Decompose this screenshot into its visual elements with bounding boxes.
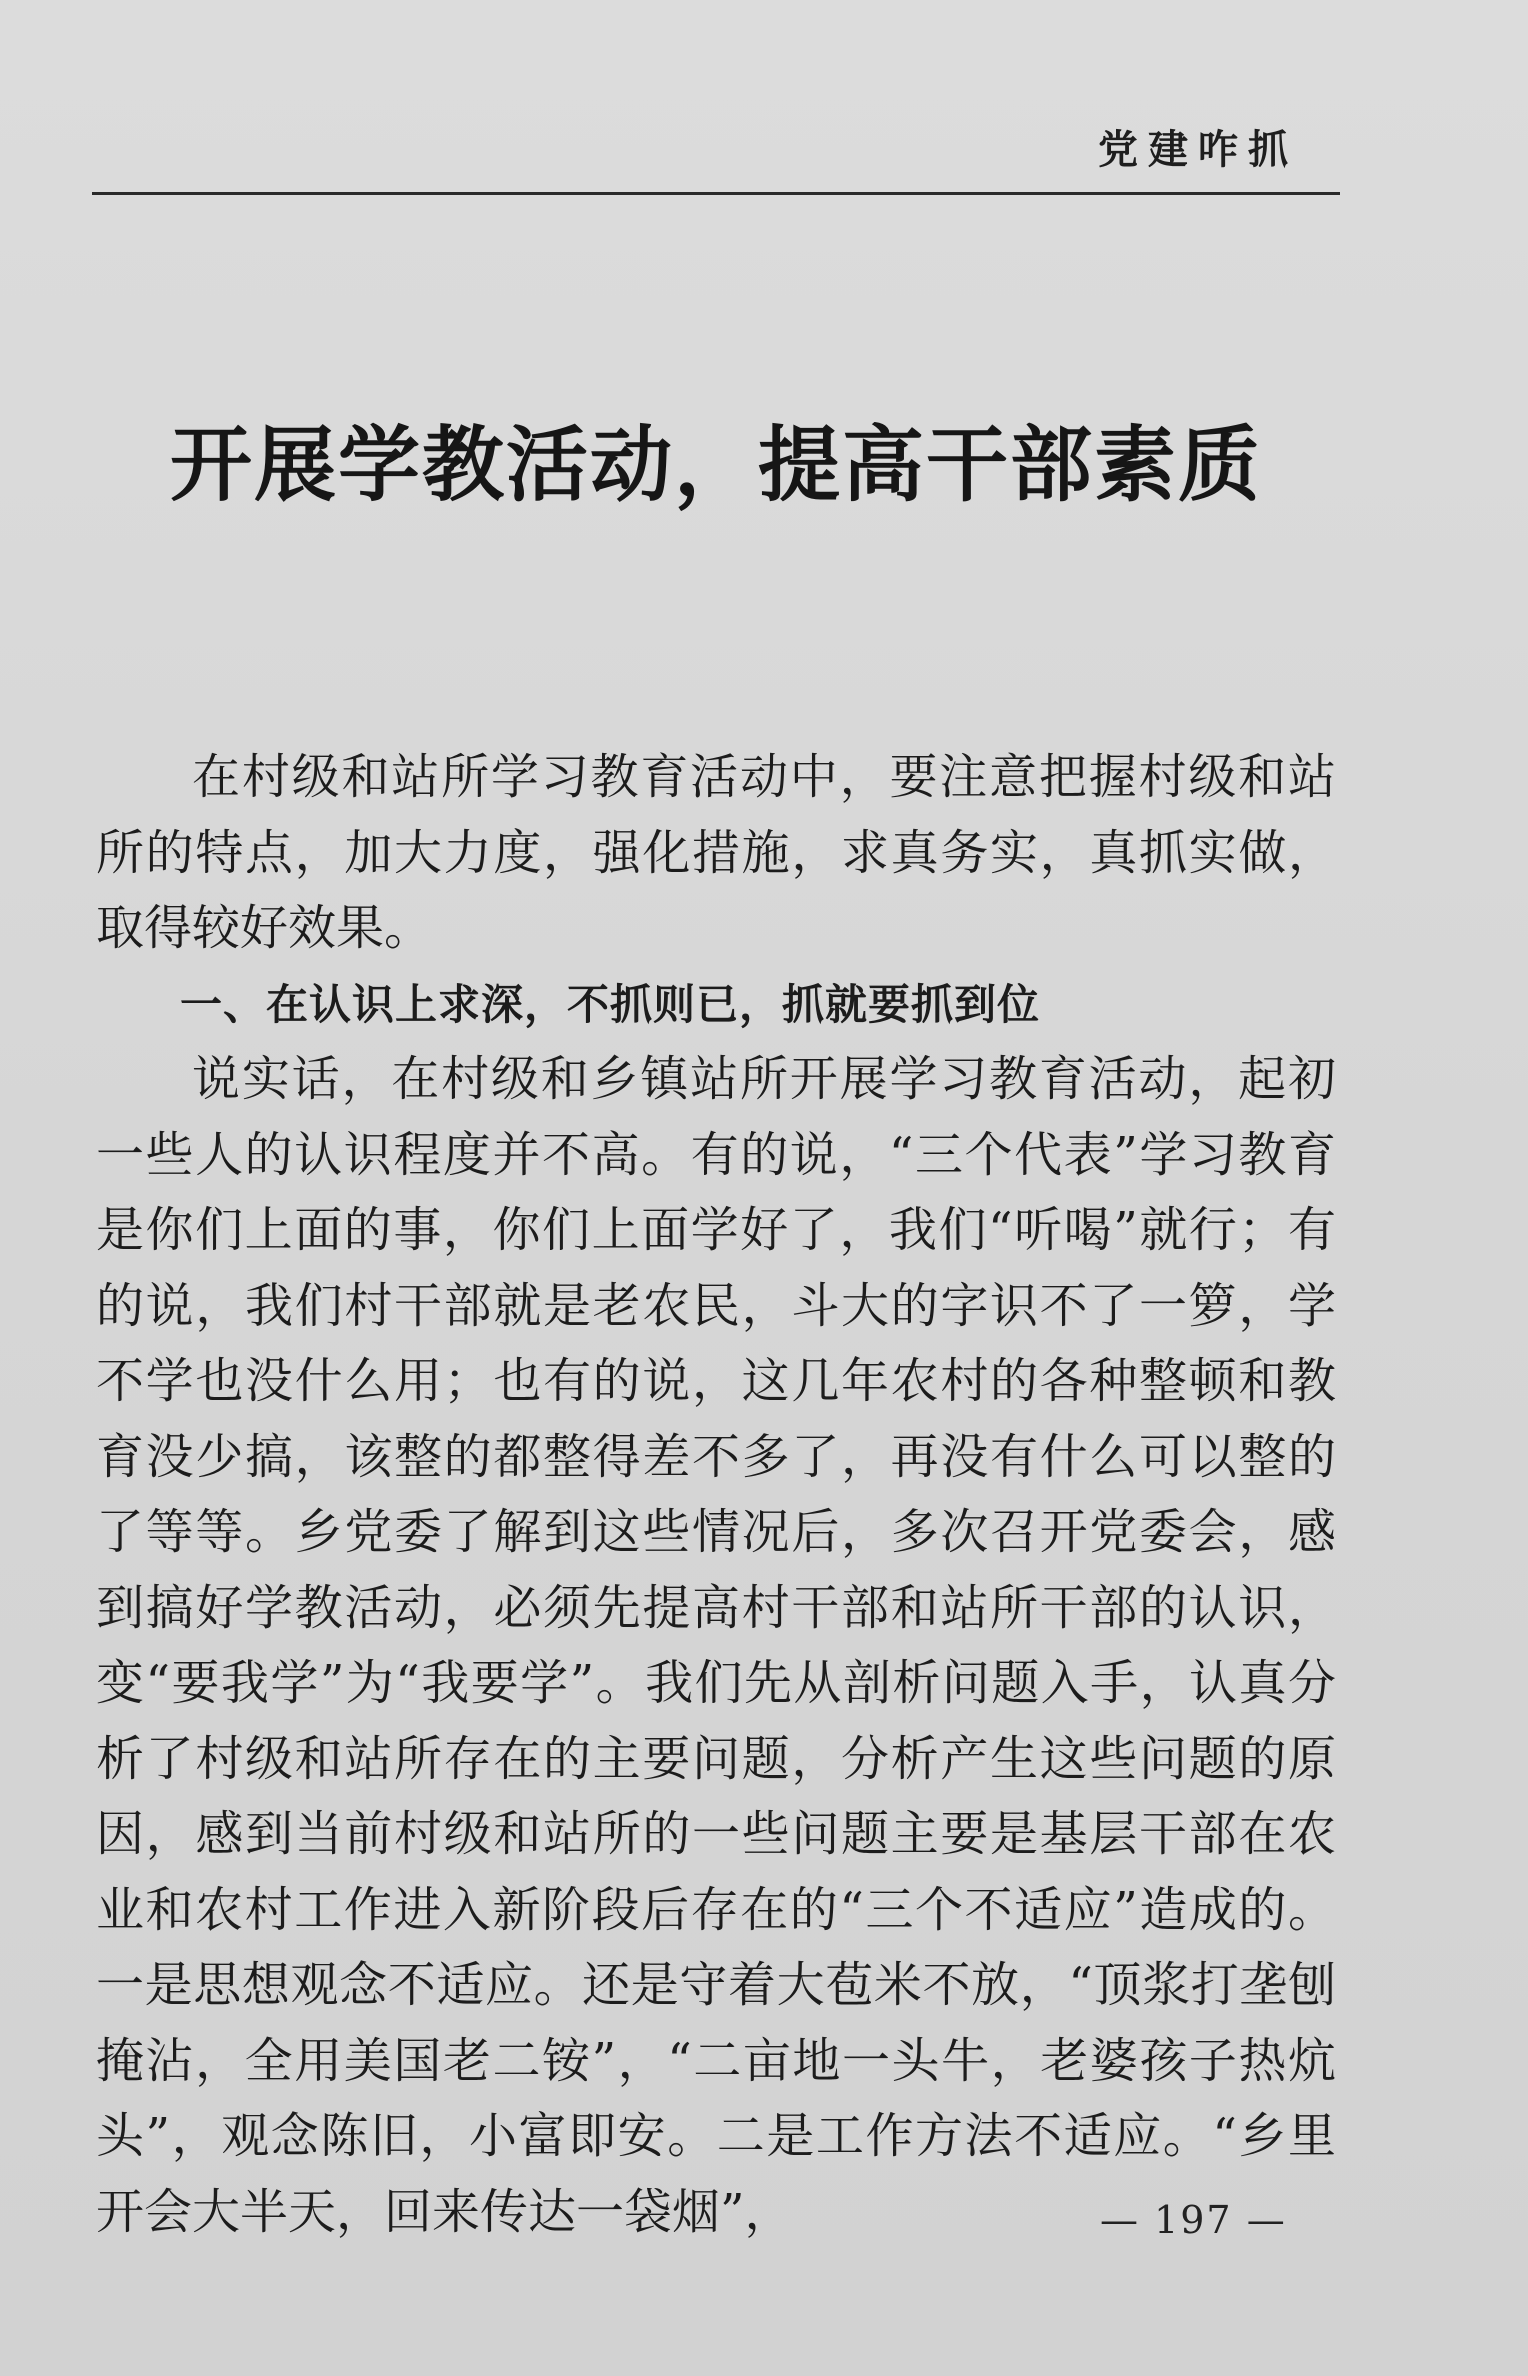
article-title: 开展学教活动，提高干部素质 xyxy=(169,417,1262,513)
header-rule xyxy=(92,192,1340,195)
body-paragraph: 说实话，在村级和乡镇站所开展学习教育活动，起初一些人的认识程度并不高。有的说，“三个代表”学习教育是你们上面的事，你们上面学好了，我们“听喝”就行；有的说，我们村干部就是老农民，斗大的字识不了一箩，学不学也没什么用；也有的说，这几年农村的各种整顿和教育没少搞，该整的都整得差不多了，再没有什么可以整的了等等。乡党委了解到这些情况后，多次召开党委会，感到搞好学教活动，必须先提高村干部和站所干部的认识，变“要我学”为“我要学”。我们先从剖析问题入手，认真分析了村级和站所存在的主要问题，分析产生这些问题的原因，感到当前村级和站所的一些问题主要是基层干部在农业和农村工作进入新阶段后存在的“三个不适应”造成的。一是思想观念不适应。还是守着大苞米不放，“顶浆打垄刨掩沾，全用美国老二铵”，“二亩地一头牛，老婆孩子热炕头”，观念陈旧，小富即安。二是工作方法不适应。“乡里开会大半天，回来传达一袋烟”， xyxy=(96,1051,1336,2240)
running-head: 党建咋抓 xyxy=(1098,127,1298,173)
intro-paragraph: 在村级和站所学习教育活动中，要注意把握村级和站所的特点，加大力度，强化措施，求真务实，真抓实做，取得较好效果。 xyxy=(96,749,1336,956)
section-heading: 一、在认识上求深，不抓则已，抓就要抓到位 xyxy=(180,979,1041,1029)
article-body xyxy=(96,740,1336,2250)
page-number: — 197 — xyxy=(1100,2198,1287,2242)
